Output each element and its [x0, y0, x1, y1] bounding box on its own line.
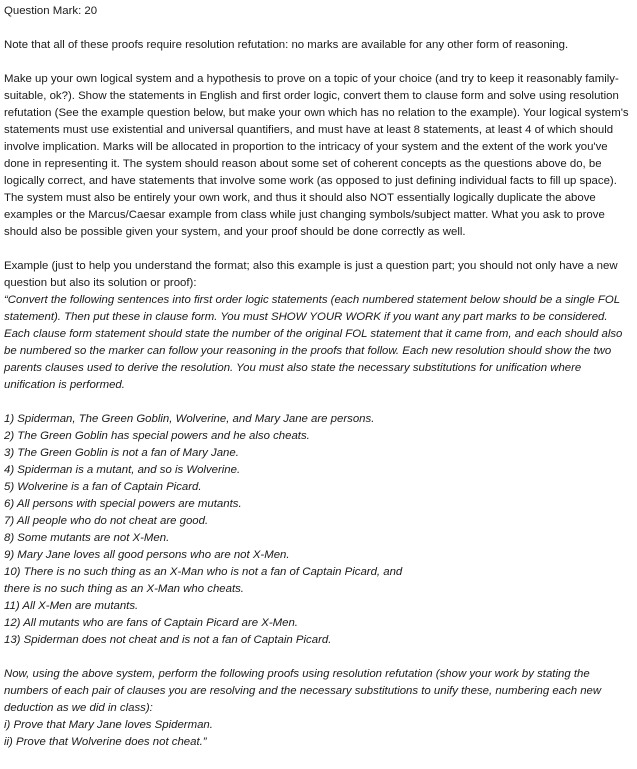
example-instructions: “Convert the following sentences into first order logic statements (each numbered statement below should be a single FOL statement). Then put these in clause form. You must SHOW YOUR WORK if you want any part marks to be considered. Each clause form statement should state the number of the original FOL statement that it came from, and each should also be numbered so the marker can follow your reasoning in the proofs that follow. Each new resolution should show the two parents clauses used to derive the resolution. You must also state the necessary substitutions for unification where unification is performed.	[4, 294, 623, 391]
statement-10-continued: there is no such thing as an X-Man who cheats.	[4, 583, 244, 595]
document-body	[4, 3, 632, 751]
question-mark: Question Mark: 20	[4, 5, 98, 17]
statement-list	[4, 411, 632, 649]
statement-10: 10) There is no such thing as an X-Man who is not a fan of Captain Picard, and	[4, 566, 403, 578]
statement-9: 9) Mary Jane loves all good persons who are not X-Men.	[4, 549, 290, 561]
statement-11: 11) All X-Men are mutants.	[4, 600, 139, 612]
spacer	[4, 241, 632, 258]
statement-13: 13) Spiderman does not cheat and is not a fan of Captain Picard.	[4, 634, 332, 646]
statement-8: 8) Some mutants are not X-Men.	[4, 532, 170, 544]
example-intro: Example (just to help you understand the format; also this example is just a question part; you should not only have a new question but also its solution or proof):	[4, 260, 618, 289]
statement-4: 4) Spiderman is a mutant, and so is Wolverine.	[4, 464, 241, 476]
statement-2: 2) The Green Goblin has special powers and he also cheats.	[4, 430, 310, 442]
spacer	[4, 394, 632, 411]
statement-7: 7) All people who do not cheat are good.	[4, 515, 209, 527]
resolution-note: Note that all of these proofs require resolution refutation: no marks are available for any other form of reasoning.	[4, 39, 569, 51]
statement-5: 5) Wolverine is a fan of Captain Picard.	[4, 481, 202, 493]
statement-12: 12) All mutants who are fans of Captain Picard are X-Men.	[4, 617, 298, 629]
statement-6: 6) All persons with special powers are mutants.	[4, 498, 242, 510]
task-instructions: Make up your own logical system and a hypothesis to prove on a topic of your choice (and try to keep it reasonably family-suitable, ok?). Show the statements in English and first order logic, convert them to clause form and solve using resolution refutation (See the example question below, but make your own which has no relation to the example). Your logical system's statements must use existential and universal quantifiers, and must have at least 8 statements, at least 4 of which should involve implication. Marks will be allocated in proportion to the intricacy of your system and the extent of the work you've done in representing it. The system should reason about some set of coherent concepts as the questions above do, be logically correct, and have statements that involve some work (as opposed to just defining individual facts to fill up space). The system must also be entirely your own work, and thus it should also NOT essentially logically duplicate the above examples or the Marcus/Caesar example from class while just changing symbols/subject matter. What you ask to prove should also be possible given your system, and your proof should be done correctly as well.	[4, 73, 629, 238]
statement-3: 3) The Green Goblin is not a fan of Mary Jane.	[4, 447, 239, 459]
spacer	[4, 649, 632, 666]
spacer	[4, 20, 632, 37]
spacer	[4, 54, 632, 71]
statement-1: 1) Spiderman, The Green Goblin, Wolverine, and Mary Jane are persons.	[4, 413, 375, 425]
proof-instructions: Now, using the above system, perform the following proofs using resolution refutation (show your work by stating the numbers of each pair of clauses you are resolving and the necessary substitutions to unify these, numbering each new deduction as we did in class):	[4, 668, 602, 714]
proof-1: i) Prove that Mary Jane loves Spiderman.	[4, 719, 213, 731]
proof-2: ii) Prove that Wolverine does not cheat.”	[4, 736, 207, 748]
